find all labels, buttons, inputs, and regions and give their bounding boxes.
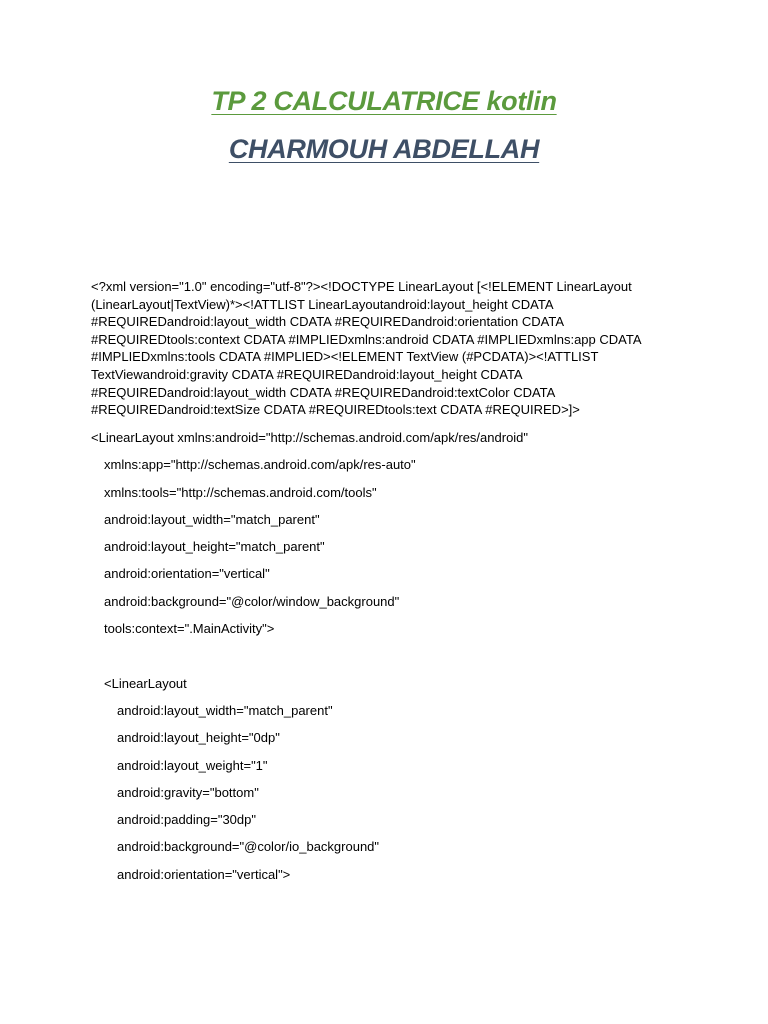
code-line: android:padding="30dp" — [117, 812, 256, 828]
code-line: android:layout_weight="1" — [117, 757, 268, 773]
doctype-line: #REQUIREDandroid:layout_width CDATA #REQUIREDandroid:orientation CDATA — [91, 314, 565, 330]
doctype-line: #IMPLIEDxmlns:tools CDATA #IMPLIED><!ELEMENT TextView (#PCDATA)><!ATTLIST — [91, 349, 599, 365]
code-line: <LinearLayout xmlns:android="http://schemas.android.com/apk/res/android" — [91, 430, 529, 445]
doctype-line: <?xml version="1.0" encoding="utf-8"?><!DOCTYPE LinearLayout [<!ELEMENT LinearLayout — [91, 279, 632, 294]
code-line: android:layout_width="match_parent" — [104, 511, 320, 527]
code-line: android:orientation="vertical" — [104, 566, 270, 582]
code-line: xmlns:app="http://schemas.android.com/apk/res-auto" — [104, 457, 416, 473]
document-title: TP 2 CALCULATRICE kotlin — [211, 86, 557, 116]
author-name: CHARMOUH ABDELLAH — [228, 134, 540, 164]
code-line: android:orientation="vertical"> — [117, 866, 291, 882]
code-line: <LinearLayout — [104, 675, 187, 691]
code-line: android:background="@color/io_background" — [117, 839, 380, 855]
doctype-line: #REQUIREDtools:context CDATA #IMPLIEDxmlns:android CDATA #IMPLIEDxmlns:app CDATA — [91, 331, 642, 347]
xml-code-block — [91, 429, 691, 893]
code-line: xmlns:tools="http://schemas.android.com/tools" — [104, 484, 377, 500]
title-block — [0, 84, 768, 166]
blank-line — [91, 647, 691, 674]
code-line: android:gravity="bottom" — [117, 784, 259, 800]
code-line: android:layout_width="match_parent" — [117, 702, 333, 718]
doctype-paragraph — [91, 278, 641, 419]
code-line: android:layout_height="0dp" — [117, 730, 280, 746]
doctype-line: TextViewandroid:gravity CDATA #REQUIREDandroid:layout_height CDATA — [91, 366, 523, 382]
code-line: android:layout_height="match_parent" — [104, 539, 325, 555]
doctype-line: (LinearLayout|TextView)*><!ATTLIST LinearLayoutandroid:layout_height CDATA — [91, 296, 554, 312]
doctype-line: #REQUIREDandroid:layout_width CDATA #REQUIREDandroid:textColor CDATA — [91, 384, 556, 400]
doctype-line: #REQUIREDandroid:textSize CDATA #REQUIREDtools:text CDATA #REQUIRED>]> — [91, 402, 580, 418]
code-line: android:background="@color/window_background" — [104, 593, 400, 609]
code-line: tools:context=".MainActivity"> — [104, 621, 275, 637]
